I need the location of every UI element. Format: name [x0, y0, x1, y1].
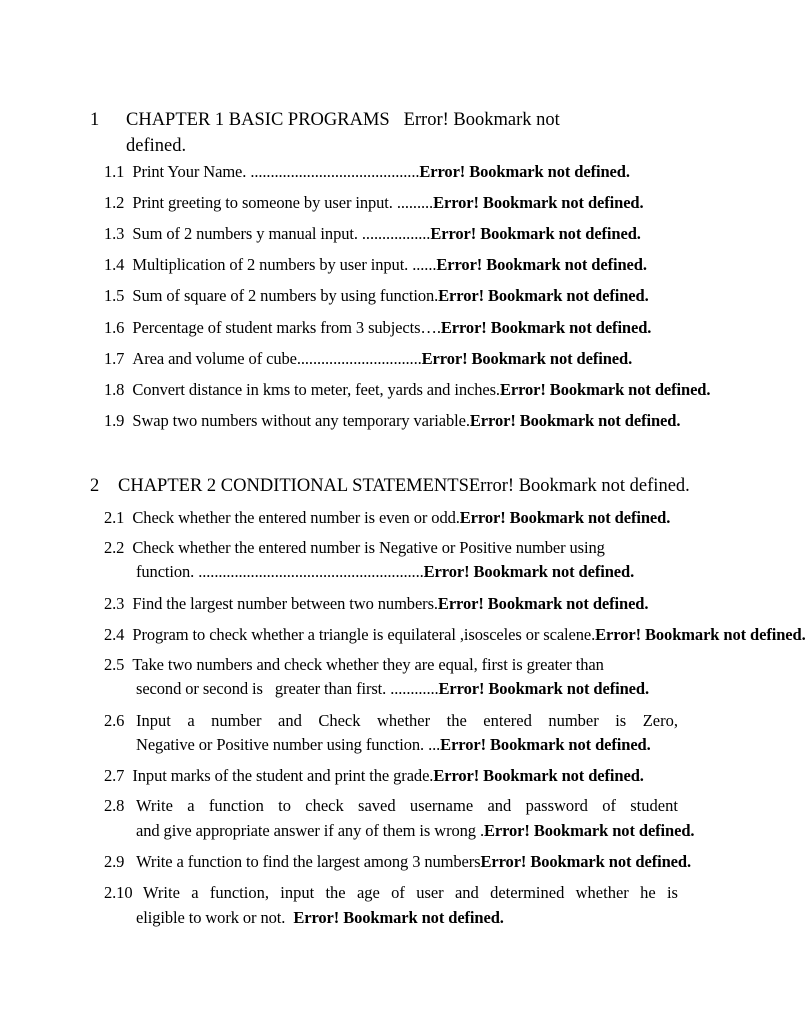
entry-text: Multiplication of 2 numbers by user input. ...... — [132, 255, 437, 274]
word: a — [191, 883, 199, 902]
entry-number: 2.6 — [104, 711, 125, 730]
toc-entry-1-4 — [104, 255, 647, 275]
word: whether — [376, 711, 431, 730]
word: a — [187, 711, 195, 730]
entry-text: Negative or Positive number using function. ... — [136, 735, 441, 754]
entry-number: 2.3 — [104, 594, 125, 613]
word: number — [548, 711, 599, 730]
entry-error: Error! Bookmark not defined. — [433, 193, 644, 212]
toc-entry-1-9 — [104, 411, 680, 431]
entry-text-line1: Check whether the entered number is Negative or Positive number using — [132, 538, 605, 557]
entry-text: Input marks of the student and print the grade. — [132, 766, 434, 785]
toc-entry-2-6-line1 — [136, 711, 678, 731]
word: determined — [490, 883, 565, 902]
entry-text: and give appropriate answer if any of them is wrong . — [136, 821, 484, 840]
toc-entry-2-3 — [104, 594, 648, 614]
entry-error: Error! Bookmark not defined. — [436, 255, 647, 274]
chapter-1-number: 1 — [90, 110, 100, 130]
entry-number: 1.1 — [104, 162, 125, 181]
toc-entry-1-2 — [104, 193, 644, 213]
entry-number: 2.5 — [104, 655, 125, 674]
word: Write — [136, 796, 173, 815]
chapter-1-heading — [126, 108, 560, 132]
toc-entry-2-1 — [104, 508, 670, 528]
word: student — [630, 796, 678, 815]
entry-error: Error! Bookmark not defined. — [438, 679, 650, 698]
entry-text: Sum of 2 numbers y manual input. ................. — [132, 224, 431, 243]
entry-text: Area and volume of cube............................... — [132, 349, 422, 368]
toc-entry-2-8-number — [104, 796, 124, 816]
word: is — [666, 883, 678, 902]
chapter-2-title: CHAPTER 2 CONDITIONAL STATEMENTS — [118, 476, 469, 496]
entry-error: Error! Bookmark not defined. — [595, 625, 806, 644]
word: function, — [209, 883, 269, 902]
toc-entry-2-8-line1 — [136, 796, 678, 816]
chapter-1-heading-cont — [126, 134, 186, 158]
word: whether — [575, 883, 629, 902]
entry-number: 1.4 — [104, 255, 125, 274]
toc-entry-1-8 — [104, 380, 710, 400]
word: saved — [358, 796, 396, 815]
entry-number: 2.1 — [104, 508, 125, 527]
word: function — [208, 796, 264, 815]
entry-error: Error! Bookmark not defined. — [480, 852, 691, 871]
word: entered — [483, 711, 532, 730]
entry-number: 1.9 — [104, 411, 125, 430]
word: the — [325, 883, 346, 902]
toc-entry-1-1 — [104, 162, 630, 182]
entry-text: Convert distance in kms to meter, feet, yards and inches. — [132, 380, 500, 399]
word: and — [454, 883, 479, 902]
entry-text: Find the largest number between two numbers. — [132, 594, 438, 613]
entry-number: 1.2 — [104, 193, 125, 212]
toc-entry-1-7 — [104, 349, 632, 369]
entry-number: 2.4 — [104, 625, 125, 644]
entry-number: 2.2 — [104, 538, 125, 557]
entry-number: 2.7 — [104, 766, 125, 785]
entry-number: 1.5 — [104, 286, 125, 305]
word: age — [356, 883, 380, 902]
entry-error: Error! Bookmark not defined. — [440, 735, 651, 754]
entry-error: Error! Bookmark not defined. — [421, 349, 633, 368]
entry-number: 1.7 — [104, 349, 125, 368]
word: Write — [143, 883, 180, 902]
entry-text: Check whether the entered number is even or odd. — [132, 508, 460, 527]
word: input — [280, 883, 315, 902]
entry-error: Error! Bookmark not defined. — [459, 508, 671, 527]
word: is — [615, 711, 627, 730]
entry-error: Error! Bookmark not defined. — [433, 766, 644, 785]
entry-error: Error! Bookmark not defined. — [430, 224, 641, 243]
word: user — [416, 883, 444, 902]
word: a — [187, 796, 195, 815]
entry-text: Swap two numbers without any temporary variable. — [132, 411, 470, 430]
word: he — [640, 883, 656, 902]
chapter-2-heading — [118, 474, 690, 498]
toc-entry-1-6 — [104, 318, 651, 338]
toc-entry-2-2 — [104, 538, 605, 558]
word: and — [487, 796, 512, 815]
entry-text: Write a function to find the largest among 3 numbers — [132, 852, 481, 871]
entry-error: Error! Bookmark not defined. — [469, 411, 681, 430]
entry-error: Error! Bookmark not defined. — [437, 594, 649, 613]
entry-text-line1: Take two numbers and check whether they are equal, first is greater than — [132, 655, 604, 674]
chapter-2-number: 2 — [90, 476, 100, 496]
word: Check — [318, 711, 361, 730]
chapter-1-error: Error! Bookmark not — [403, 110, 560, 130]
toc-entry-2-9 — [104, 852, 691, 872]
entry-number: 1.6 — [104, 318, 125, 337]
toc-entry-2-4 — [104, 625, 806, 645]
entry-text: Program to check whether a triangle is equilateral ,isosceles or scalene. — [132, 625, 596, 644]
word: check — [305, 796, 344, 815]
entry-number: 2.10 — [104, 883, 133, 902]
word: the — [446, 711, 467, 730]
entry-number: 2.9 — [104, 852, 125, 871]
entry-error: Error! Bookmark not defined. — [483, 821, 695, 840]
chapter-2-error: Error! Bookmark not defined. — [468, 476, 690, 496]
entry-error: Error! Bookmark not defined. — [499, 380, 711, 399]
toc-entry-2-5-cont — [136, 679, 649, 699]
word: username — [409, 796, 474, 815]
entry-text: Percentage of student marks from 3 subjects…. — [132, 318, 441, 337]
chapter-1-title: CHAPTER 1 BASIC PROGRAMS — [126, 110, 390, 130]
toc-entry-2-7 — [104, 766, 644, 786]
word: Zero, — [642, 711, 678, 730]
entry-error: Error! Bookmark not defined. — [293, 908, 504, 927]
toc-entry-2-10-number — [104, 883, 132, 903]
toc-entry-2-8-cont — [136, 821, 694, 841]
entry-text: Print greeting to someone by user input. ......... — [132, 193, 434, 212]
word: Input — [136, 711, 171, 730]
toc-entry-1-5 — [104, 286, 649, 306]
entry-number: 1.3 — [104, 224, 125, 243]
entry-number: 1.8 — [104, 380, 125, 399]
toc-entry-2-10-cont — [136, 908, 504, 928]
toc-entry-2-6-number — [104, 711, 124, 731]
toc-entry-2-6-cont — [136, 735, 651, 755]
toc-entry-2-5 — [104, 655, 604, 675]
word: password — [525, 796, 588, 815]
word: to — [278, 796, 291, 815]
entry-error: Error! Bookmark not defined. — [440, 318, 652, 337]
entry-text: function. ........................................................ — [136, 562, 424, 581]
toc-entry-2-10-line1 — [143, 883, 678, 903]
entry-text: eligible to work or not. — [136, 908, 294, 927]
toc-entry-1-3 — [104, 224, 641, 244]
chapter-1-error-cont: defined. — [126, 136, 187, 156]
entry-number: 2.8 — [104, 796, 125, 815]
word: of — [602, 796, 616, 815]
word: of — [391, 883, 405, 902]
entry-error: Error! Bookmark not defined. — [438, 286, 649, 305]
entry-text: Print Your Name. .......................................... — [132, 162, 420, 181]
entry-error: Error! Bookmark not defined. — [419, 162, 630, 181]
word: number — [211, 711, 262, 730]
word: and — [278, 711, 302, 730]
toc-entry-2-2-cont — [136, 562, 634, 582]
entry-text: Sum of square of 2 numbers by using function. — [132, 286, 439, 305]
entry-error: Error! Bookmark not defined. — [423, 562, 635, 581]
entry-text: second or second is greater than first. ............ — [136, 679, 439, 698]
